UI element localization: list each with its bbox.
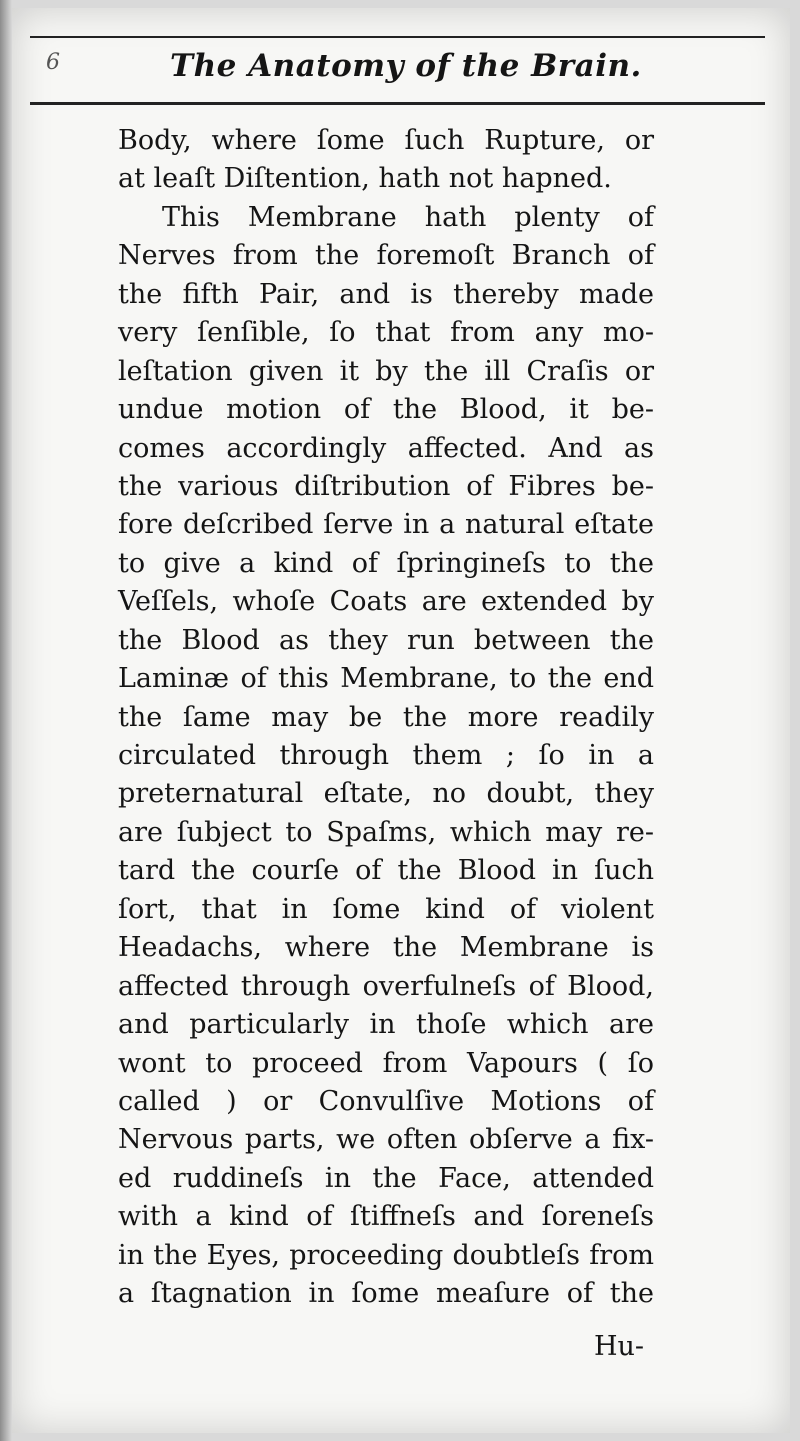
text-line: the ſame may be the more readily — [118, 701, 654, 733]
text-line: Headachs, where the Membrane is — [118, 932, 654, 964]
text-line: called ) or Convulſive Motions of — [118, 1085, 654, 1117]
running-head-text: The Anatomy of the Brain. — [170, 48, 642, 84]
text-line: ſort, that in ſome kind of violent — [118, 893, 654, 925]
text-line: with a kind of ſtiffneſs and ſoreneſs — [118, 1201, 654, 1233]
text-line: This Membrane hath plenty of — [162, 201, 654, 233]
text-line: at leaſt Diſtention, hath not hapned. — [118, 163, 612, 195]
text-line: the various diſtribution of Fibres be- — [118, 470, 654, 502]
text-line: in the Eyes, proceeding doubtleſs from — [118, 1239, 654, 1271]
text-line: leſtation given it by the ill Craſis or — [118, 355, 654, 387]
text-line: are ſubject to Spaſms, which may re- — [118, 816, 654, 848]
text-line: ed ruddineſs in the Face, attended — [118, 1162, 654, 1194]
text-line: a ſtagnation in ſome meaſure of the — [118, 1278, 654, 1310]
text-line: wont to proceed from Vapours ( ſo — [118, 1047, 654, 1079]
text-line: Nervous parts, we often obſerve a fix- — [118, 1124, 654, 1156]
text-line: and particularly in thoſe which are — [118, 1009, 654, 1041]
text-line: Veſſels, whoſe Coats are extended by — [118, 586, 654, 618]
text-line: undue motion of the Blood, it be- — [118, 394, 654, 426]
text-line: Nerves from the foremoſt Branch of — [118, 240, 654, 272]
text-line: Laminæ of this Membrane, to the end — [118, 663, 654, 695]
text-line: to give a kind of ſpringineſs to the — [118, 547, 654, 579]
text-line: the Blood as they run between the — [118, 624, 654, 656]
header-bottom-rule — [30, 102, 765, 105]
page-edge-shadow — [0, 0, 12, 1441]
text-line: tard the courſe of the Blood in ſuch — [118, 855, 654, 887]
text-line: fore deſcribed ſerve in a natural eſtate — [118, 509, 654, 541]
text-line: affected through overfulneſs of Blood, — [118, 970, 654, 1002]
text-line: the fifth Pair, and is thereby made — [118, 278, 654, 310]
text-line: preternatural eſtate, no doubt, they — [118, 778, 654, 810]
text-line: comes accordingly affected. And as — [118, 432, 654, 464]
body-text — [118, 122, 654, 1314]
header-top-rule — [30, 36, 765, 38]
text-line: circulated through them ; ſo in a — [118, 740, 654, 771]
catchword: Hu- — [594, 1331, 645, 1362]
page-number: 6 — [46, 50, 60, 75]
text-line: very ſenſible, ſo that from any mo- — [118, 317, 654, 349]
text-line: Body, where ſome ſuch Rupture, or — [118, 125, 654, 156]
running-head — [170, 48, 642, 84]
